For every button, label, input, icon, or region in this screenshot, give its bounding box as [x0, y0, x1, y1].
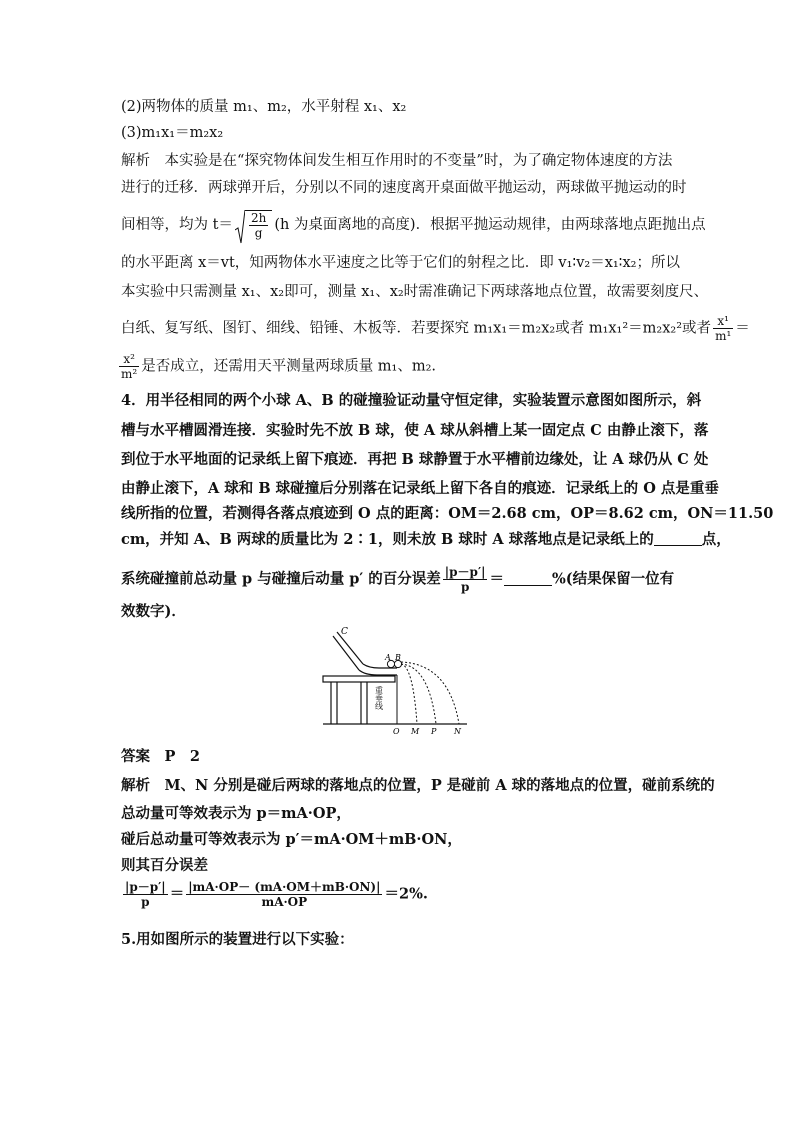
- trajectory-n: [401, 662, 459, 724]
- question-4-line-3: 到位于水平地面的记录纸上留下痕迹．再把 B 球静置于水平槽前边缘处，让 A 球仍从 C 处: [121, 451, 709, 468]
- ratio-fraction-1: [713, 314, 733, 343]
- question-4-line-5: 线所指的位置，若测得各落点痕迹到 O 点的距离：OM＝2.68 cm，OP＝8.62 cm，ON＝11.50: [121, 505, 774, 522]
- ramp-line-bottom: [333, 636, 359, 670]
- formula-lhs-numerator: |p－p′|: [125, 880, 166, 894]
- formula-rhs-denominator: mA·OP: [261, 895, 308, 909]
- sqrt-numerator: 2h: [250, 211, 267, 225]
- answer-part-3: (3)m₁x₁＝m₂x₂: [121, 125, 224, 141]
- analysis-line-6: [121, 314, 750, 343]
- question-4-line-6: [121, 529, 731, 551]
- plumb-line-label: 重垂线: [374, 686, 384, 710]
- ratio-2-denominator: m²: [121, 367, 138, 381]
- track-bottom: [359, 670, 397, 675]
- formula-lhs-denominator: p: [141, 895, 150, 909]
- ratio-1-denominator: m¹: [715, 329, 732, 343]
- label-b: B: [395, 653, 401, 662]
- sqrt-expression: [235, 210, 272, 240]
- analysis-line-2: 进行的迁移．两球弹开后，分别以不同的速度离开桌面做平抛运动，两球做平抛运动的时: [121, 180, 687, 196]
- analysis-line-4: 的水平距离 x＝vt，知两物体水平速度之比等于它们的射程之比．即 v₁∶v₂＝x₁∶x₂；所以: [121, 255, 680, 271]
- percent-error-numerator: |p－p′|: [444, 565, 486, 579]
- question-4-line-6-end: 点，: [701, 531, 731, 548]
- formula-lhs-fraction: [123, 880, 168, 909]
- sqrt-fraction: [249, 211, 268, 240]
- analysis-line-6-start: 白纸、复写纸、图钉、细线、铅锤、木板等．若要探究 m₁x₁＝m₂x₂或者 m₁x₁²＝m₂x₂²或者: [121, 320, 712, 337]
- explanation-line-3: 碰后总动量可等效表示为 p′＝mA·OM＋mB·ON，: [121, 831, 462, 848]
- question-4-line-1: 4．用半径相同的两个小球 A、B 的碰撞验证动量守恒定律，实验装置示意图如图所示，斜: [121, 392, 702, 409]
- ratio-fraction-2: [119, 352, 139, 381]
- question-4-line-7: [121, 565, 674, 594]
- analysis-line-1: 解析 本实验是在“探究物体间发生相互作用时的不变量”时，为了确定物体速度的方法: [121, 153, 673, 169]
- question-4-line-2: 槽与水平槽圆滑连接．实验时先不放 B 球，使 A 球从斜槽上某一固定点 C 由静止滚下，落: [121, 422, 709, 439]
- answer-part-2: (2)两物体的质量 m₁、m₂，水平射程 x₁、x₂: [121, 99, 407, 115]
- answer-blank-1[interactable]: [654, 531, 702, 546]
- trajectory-p: [401, 664, 436, 724]
- analysis-line-7-text: 是否成立，还需用天平测量两球质量 m₁、m₂.: [141, 358, 437, 375]
- formula-rhs-numerator: |mA·OP－ (mA·OM＋mB·ON)|: [188, 880, 381, 894]
- equals-sign: ＝: [735, 320, 750, 337]
- question-4-line-8: 效数字)．: [121, 603, 186, 620]
- question-4-line-6-text: cm，并知 A、B 两球的质量比为 2∶1，则未放 B 球时 A 球落地点是记录纸上的: [121, 531, 654, 548]
- percent-error-denominator: p: [460, 580, 470, 594]
- percent-error-fraction: [443, 565, 488, 594]
- trajectory-m: [401, 664, 417, 724]
- ratio-2-numerator: x²: [119, 352, 139, 367]
- analysis-line-3-end: (h 为桌面离地的高度)．根据平抛运动规律，由两球落地点距抛出点: [274, 217, 706, 233]
- answer-blank-2[interactable]: [504, 571, 552, 586]
- label-a: A: [385, 653, 391, 662]
- explanation-line-2: 总动量可等效表示为 p＝mA·OP，: [121, 805, 351, 822]
- equals-sign-2: ＝: [489, 570, 504, 588]
- label-c: C: [341, 627, 348, 637]
- collision-apparatus-diagram: [321, 624, 471, 736]
- analysis-line-7: [117, 352, 436, 381]
- label-p: P: [431, 727, 437, 736]
- radical-icon: [235, 210, 245, 244]
- question-4-line-7-end: %(结果保留一位有: [551, 570, 675, 588]
- formula-equals: ＝: [169, 885, 185, 903]
- sqrt-denominator: g: [254, 226, 263, 240]
- formula-rhs-fraction: [186, 880, 382, 909]
- explanation-line-4: 则其百分误差: [121, 857, 208, 874]
- explanation-line-1: 解析 M、N 分别是碰后两球的落地点的位置，P 是碰前 A 球的落地点的位置，碰前系统的: [121, 777, 715, 794]
- table-top: [323, 676, 395, 682]
- analysis-line-3: [121, 210, 706, 240]
- label-n: N: [454, 727, 461, 736]
- question-4-line-7-text: 系统碰撞前总动量 p 与碰撞后动量 p′ 的百分误差: [121, 570, 441, 588]
- analysis-line-3-start: 间相等，均为 t＝: [121, 217, 233, 233]
- formula-result: ＝2%.: [384, 885, 428, 903]
- ratio-1-numerator: x¹: [713, 314, 733, 329]
- question-4-line-4: 由静止滚下，A 球和 B 球碰撞后分别落在记录纸上留下各自的痕迹．记录纸上的 O 点是重垂: [121, 480, 719, 497]
- label-m: M: [411, 727, 420, 736]
- answer-line: 答案 P 2: [121, 748, 200, 765]
- label-o: O: [393, 727, 400, 736]
- analysis-line-5: 本实验中只需测量 x₁、x₂即可，测量 x₁、x₂时需准确记下两球落地点位置，故需要刻度尺、: [121, 284, 709, 300]
- question-5-line: 5.用如图所示的装置进行以下实验：: [121, 931, 354, 948]
- explanation-formula: [121, 880, 428, 909]
